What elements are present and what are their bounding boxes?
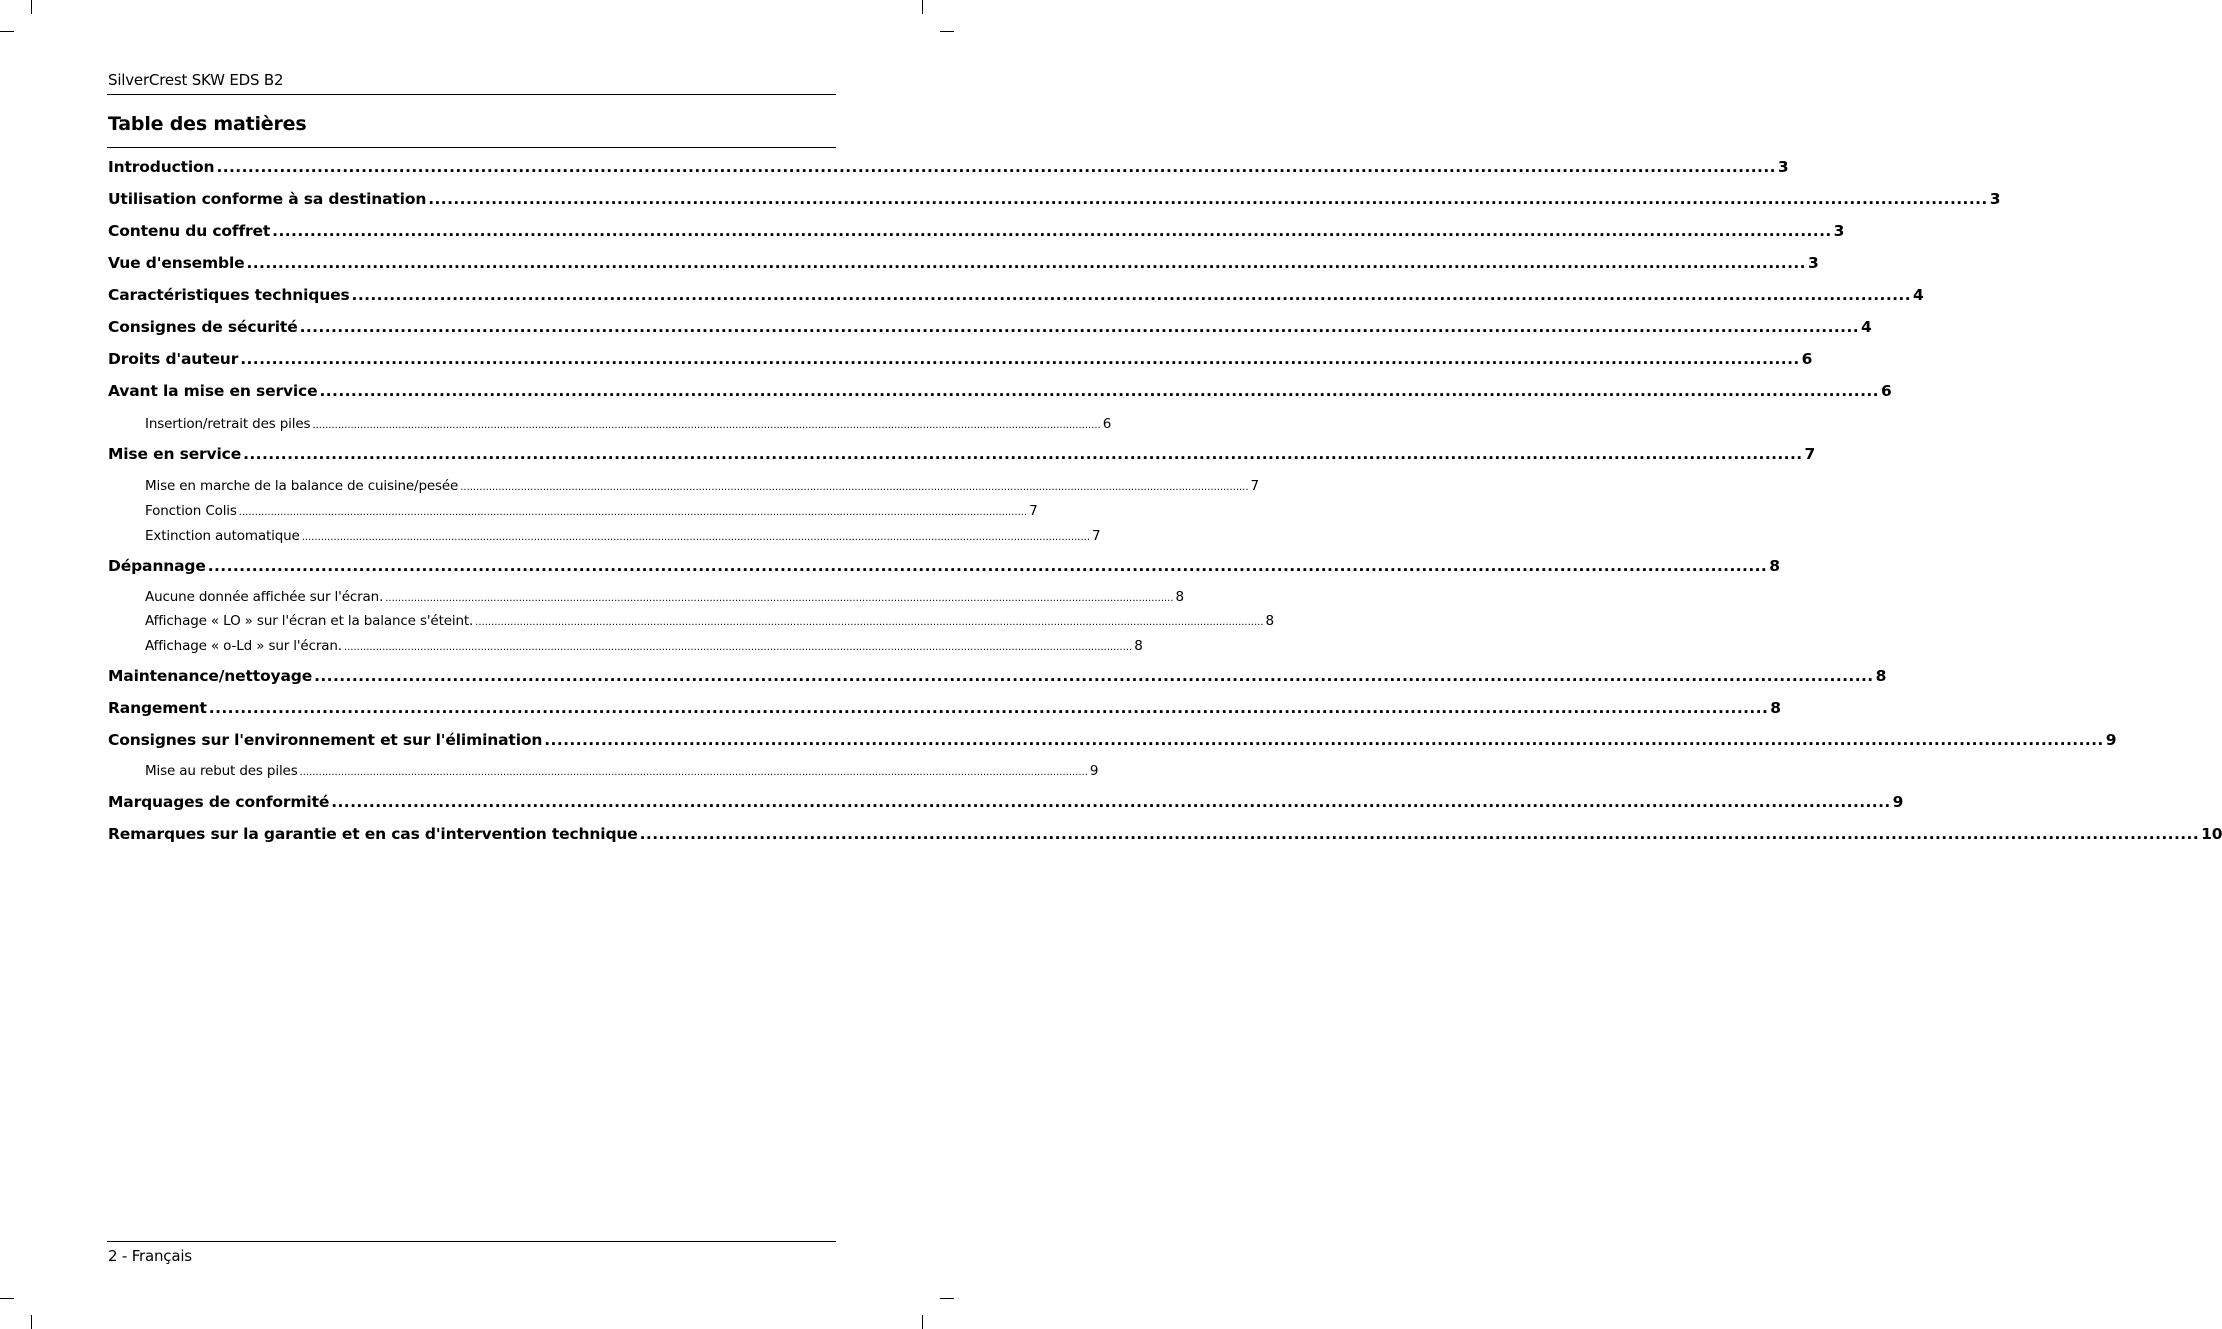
toc-entry-label: Extinction automatique: [145, 528, 300, 544]
toc-entry-page: 4: [1861, 318, 1872, 336]
dot-leader: ........................................................................................................................................................................................................................................................: [351, 286, 1911, 304]
dot-leader: ........................................................................................................................................................................................................................................................: [272, 222, 1832, 240]
dot-leader: ........................................................................................................................................................................................................................................................: [301, 532, 1091, 543]
toc-entry-page: 6: [1880, 382, 1892, 400]
toc-entry-label: Mise en marche de la balance de cuisine/pesée: [145, 478, 459, 494]
toc-entry-page: 7: [1804, 445, 1816, 463]
toc-entry-page: 9: [2105, 731, 2117, 749]
toc-entry[interactable]: [108, 222, 1845, 240]
dot-leader: ........................................................................................................................................................................................................................................................: [208, 699, 1769, 717]
toc-entry-page: 8: [1134, 638, 1143, 654]
toc-subentry[interactable]: [145, 638, 1143, 654]
dot-leader: ........................................................................................................................................................................................................................................................: [216, 158, 1776, 176]
toc-subentry[interactable]: [145, 416, 1112, 432]
crop-mark: [0, 31, 14, 32]
dot-leader: ........................................................................................................................................................................................................................................................: [475, 617, 1264, 628]
title-rule: [107, 147, 836, 148]
dot-leader: ........................................................................................................................................................................................................................................................: [428, 190, 1988, 208]
toc-entry-page: 3: [1807, 254, 1819, 272]
toc-entry-label: Affichage « o-Ld » sur l'écran.: [145, 638, 342, 654]
crop-mark: [31, 0, 32, 14]
toc-entry-page: 3: [1833, 222, 1845, 240]
toc-entry-label: Consignes de sécurité: [108, 318, 298, 336]
page-title: Table des matières: [108, 113, 307, 135]
footer-rule: [107, 1241, 836, 1242]
dot-leader: ........................................................................................................................................................................................................................................................: [639, 825, 2200, 843]
toc-entry-page: 3: [1777, 158, 1789, 176]
toc-entry[interactable]: [108, 699, 1781, 717]
toc-entry-page: 9: [1089, 763, 1099, 779]
dot-leader: ........................................................................................................................................................................................................................................................: [331, 793, 1891, 811]
toc-entry-page: 4: [1913, 286, 1924, 304]
toc-entry-page: 3: [1989, 190, 2001, 208]
toc-subentry[interactable]: [145, 613, 1274, 629]
toc-entry[interactable]: [108, 190, 2001, 208]
toc-entry-label: Droits d'auteur: [108, 350, 239, 368]
toc-subentry[interactable]: [145, 528, 1101, 544]
toc-entry-label: Dépannage: [108, 557, 206, 575]
toc-entry-page: 8: [1175, 589, 1184, 605]
dot-leader: ........................................................................................................................................................................................................................................................: [319, 382, 1879, 400]
toc-entry[interactable]: [108, 731, 2117, 749]
toc-entry[interactable]: [108, 318, 1872, 336]
toc-entry-label: Remarques sur la garantie et en cas d'intervention technique: [108, 825, 638, 843]
toc-entry-label: Avant la mise en service: [108, 382, 318, 400]
toc-entry[interactable]: [108, 286, 1924, 304]
crop-mark: [940, 1298, 954, 1299]
crop-mark: [922, 0, 923, 14]
toc-entry-page: 7: [1029, 503, 1038, 519]
toc-entry-page: 7: [1250, 478, 1259, 494]
toc-entry[interactable]: [108, 382, 1892, 400]
dot-leader: ........................................................................................................................................................................................................................................................: [299, 318, 1860, 336]
page-footer: 2 - Français: [108, 1247, 192, 1265]
toc-entry-label: Marquages de conformité: [108, 793, 330, 811]
toc-entry[interactable]: [108, 445, 1816, 463]
toc-entry[interactable]: [108, 793, 1904, 811]
toc-entry-page: 6: [1801, 350, 1813, 368]
toc-entry-page: 8: [1769, 557, 1780, 575]
toc-entry-label: Aucune donnée affichée sur l'écran.: [145, 589, 384, 605]
toc-entry-page: 8: [1875, 667, 1887, 685]
toc-entry-label: Utilisation conforme à sa destination: [108, 190, 427, 208]
toc-entry-label: Maintenance/nettoyage: [108, 667, 313, 685]
toc-entry[interactable]: [108, 254, 1819, 272]
dot-leader: ........................................................................................................................................................................................................................................................: [314, 667, 1874, 685]
header-rule: [107, 94, 836, 95]
dot-leader: ........................................................................................................................................................................................................................................................: [312, 420, 1101, 431]
toc-subentry[interactable]: [145, 763, 1099, 779]
toc-entry-page: 10: [2201, 825, 2222, 843]
dot-leader: ........................................................................................................................................................................................................................................................: [246, 254, 1806, 272]
dot-leader: ........................................................................................................................................................................................................................................................: [207, 557, 1768, 575]
dot-leader: ........................................................................................................................................................................................................................................................: [385, 593, 1174, 604]
dot-leader: ........................................................................................................................................................................................................................................................: [299, 767, 1088, 778]
toc-entry-label: Caractéristiques techniques: [108, 286, 350, 304]
toc-subentry[interactable]: [145, 589, 1184, 605]
toc-entry-label: Insertion/retrait des piles: [145, 416, 311, 432]
toc-entry-label: Mise en service: [108, 445, 242, 463]
toc-entry-label: Introduction: [108, 158, 215, 176]
crop-mark: [940, 31, 954, 32]
toc-subentry[interactable]: [145, 503, 1038, 519]
toc-entry[interactable]: [108, 158, 1789, 176]
toc-entry-label: Mise au rebut des piles: [145, 763, 298, 779]
toc-entry[interactable]: [108, 350, 1813, 368]
dot-leader: ........................................................................................................................................................................................................................................................: [460, 482, 1249, 493]
toc-entry-page: 8: [1770, 699, 1781, 717]
toc-entry-label: Consignes sur l'environnement et sur l'élimination: [108, 731, 543, 749]
dot-leader: ........................................................................................................................................................................................................................................................: [240, 350, 1800, 368]
toc-entry-label: Vue d'ensemble: [108, 254, 245, 272]
toc-entry-label: Fonction Colis: [145, 503, 237, 519]
dot-leader: ........................................................................................................................................................................................................................................................: [544, 731, 2104, 749]
crop-mark: [0, 1298, 14, 1299]
toc-subentry[interactable]: [145, 478, 1259, 494]
crop-mark: [31, 1315, 32, 1329]
toc-entry-label: Affichage « LO » sur l'écran et la balance s'éteint.: [145, 613, 474, 629]
toc-entry-page: 9: [1892, 793, 1904, 811]
crop-mark: [922, 1315, 923, 1329]
toc-entry[interactable]: [108, 557, 1780, 575]
dot-leader: ........................................................................................................................................................................................................................................................: [343, 642, 1133, 653]
running-header: SilverCrest SKW EDS B2: [108, 71, 284, 89]
toc-entry-label: Rangement: [108, 699, 207, 717]
toc-entry-page: 8: [1265, 613, 1274, 629]
toc-entry[interactable]: [108, 825, 2222, 843]
dot-leader: ........................................................................................................................................................................................................................................................: [243, 445, 1803, 463]
toc-entry-label: Contenu du coffret: [108, 222, 271, 240]
toc-entry[interactable]: [108, 667, 1887, 685]
toc-entry-page: 6: [1102, 416, 1112, 432]
toc-entry-page: 7: [1092, 528, 1101, 544]
dot-leader: ........................................................................................................................................................................................................................................................: [238, 507, 1028, 518]
